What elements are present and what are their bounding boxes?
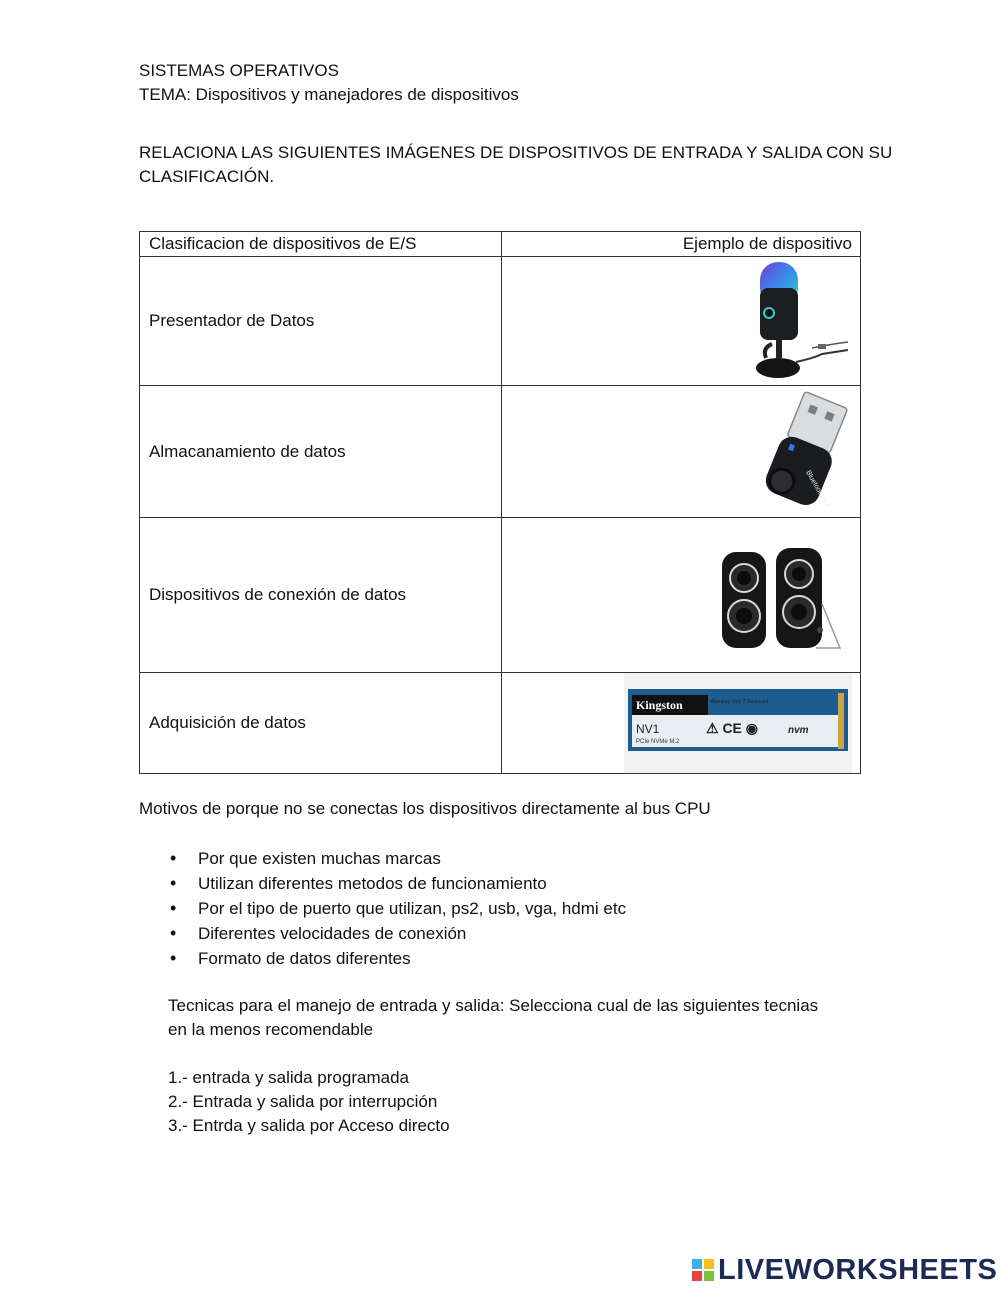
- brand-mark-square: [692, 1259, 702, 1269]
- header-classification: Clasificacion de dispositivos de E/S: [140, 232, 502, 257]
- row-label-presentador[interactable]: Presentador de Datos: [140, 257, 502, 386]
- bluetooth-usb-adapter-icon[interactable]: [748, 390, 852, 514]
- row-label-adquisicion[interactable]: Adquisición de datos: [140, 673, 502, 774]
- classification-table: [139, 231, 861, 774]
- list-item: • Diferentes velocidades de conexión: [168, 921, 626, 946]
- liveworksheets-logo: [692, 1252, 997, 1288]
- row-image-cell[interactable]: [502, 673, 861, 774]
- instruction-line-1: RELACIONA LAS SIGUIENTES IMÁGENES DE DISPOSITIVOS DE ENTRADA Y SALIDA CON SU: [139, 143, 893, 162]
- row-label-almacenamiento[interactable]: Almacanamiento de datos: [140, 386, 502, 518]
- list-item: • Formato de datos diferentes: [168, 946, 626, 971]
- brand-name: LIVEWORKSHEETS: [718, 1253, 998, 1286]
- speakers-icon[interactable]: [716, 544, 852, 654]
- ssd-nvm-logo: nvm: [788, 725, 809, 736]
- list-item: • Por que existen muchas marcas: [168, 846, 626, 871]
- row-image-cell[interactable]: [502, 257, 861, 386]
- ssd-brand: Kingston: [636, 698, 683, 712]
- row-image-cell[interactable]: [502, 518, 861, 673]
- list-item: • Utilizan diferentes metodos de funcionamiento: [168, 871, 626, 896]
- subject-title: SISTEMAS OPERATIVOS: [139, 61, 339, 80]
- brand-mark-square: [704, 1259, 714, 1269]
- instruction-line-2: CLASIFICACIÓN.: [139, 167, 275, 186]
- technique-option-3[interactable]: 3.- Entrda y salida por Acceso directo: [168, 1116, 450, 1135]
- reasons-list: [168, 846, 626, 971]
- technique-option-1[interactable]: 1.- entrada y salida programada: [168, 1068, 409, 1087]
- row-label-conexion[interactable]: Dispositivos de conexión de datos: [140, 518, 502, 673]
- ssd-warranty: Warranty Void If Removed: [710, 699, 769, 705]
- brand-mark-icon: [692, 1259, 714, 1281]
- brand-mark-square: [704, 1271, 714, 1281]
- topic-title: TEMA: Dispositivos y manejadores de dispositivos: [139, 85, 519, 104]
- techniques-line-1: Tecnicas para el manejo de entrada y salida: Selecciona cual de las siguientes tecnias: [168, 996, 819, 1015]
- table-row: [140, 518, 861, 673]
- microphone-icon[interactable]: [752, 258, 852, 385]
- table-row: [140, 673, 861, 774]
- table-row: [140, 257, 861, 386]
- usb-adapter-label: Bluetooth 5.1: [804, 469, 831, 509]
- techniques-line-2: en la menos recomendable: [168, 1020, 374, 1039]
- list-item: • Por el tipo de puerto que utilizan, ps2, usb, vga, hdmi etc: [168, 896, 626, 921]
- brand-mark-square: [692, 1271, 702, 1281]
- table-row: [140, 386, 861, 518]
- technique-option-2[interactable]: 2.- Entrada y salida por interrupción: [168, 1092, 438, 1111]
- reasons-title: Motivos de porque no se conectas los dispositivos directamente al bus CPU: [139, 799, 711, 818]
- ssd-ce-mark: ⚠ CE ◉: [706, 720, 758, 736]
- row-image-cell[interactable]: [502, 386, 861, 518]
- header-example: Ejemplo de dispositivo: [502, 232, 861, 257]
- ssd-nvme-icon[interactable]: [624, 673, 852, 773]
- ssd-interface: PCIe NVMe M.2: [636, 739, 680, 745]
- table-header-row: [140, 232, 861, 257]
- ssd-model: NV1: [636, 722, 660, 736]
